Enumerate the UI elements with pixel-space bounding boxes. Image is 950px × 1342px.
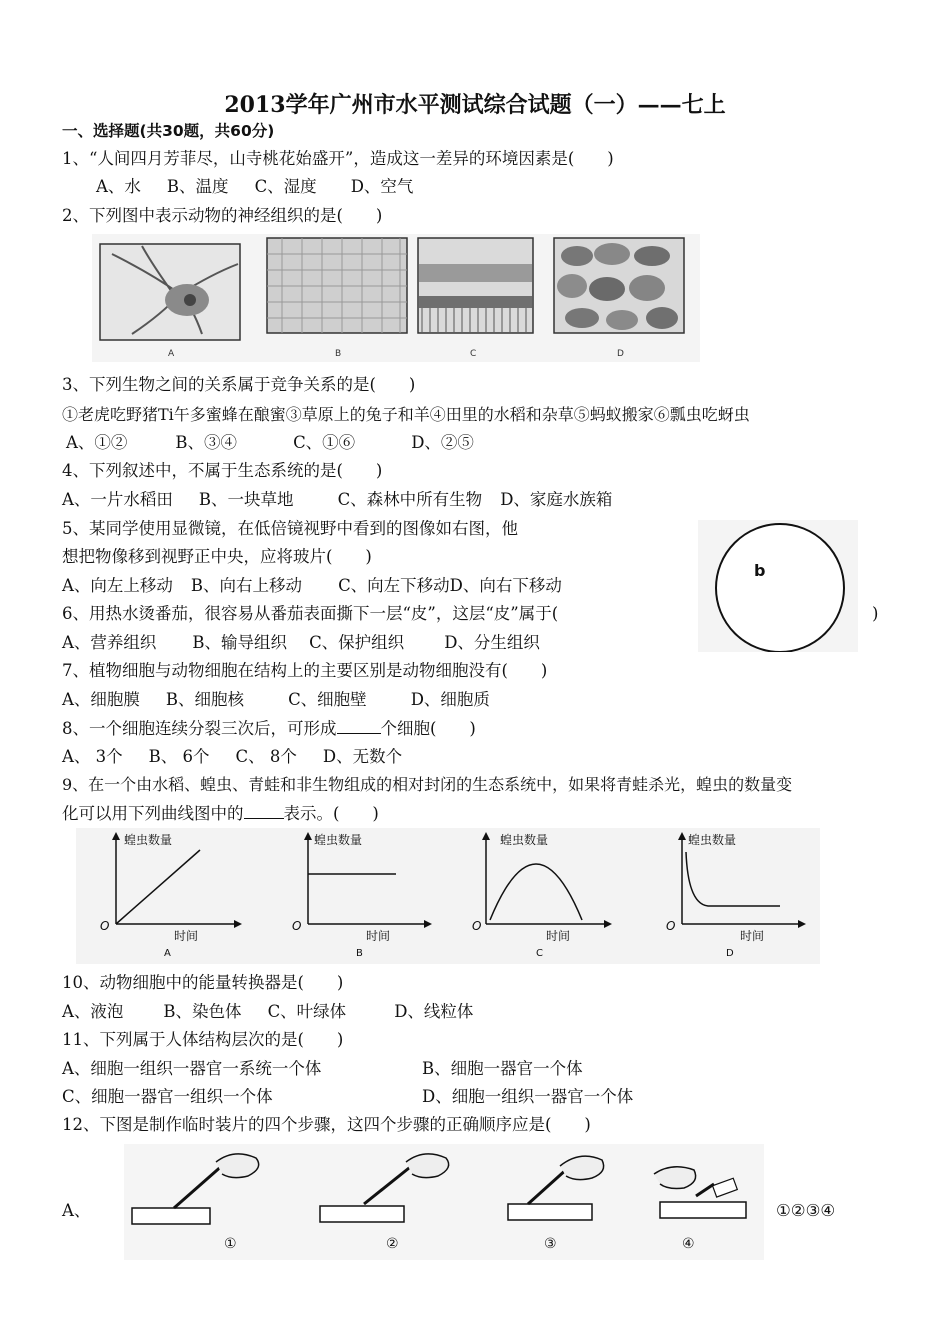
step-2-image[interactable] [320, 1154, 449, 1222]
q1-stem: 1、“人间四月芳菲尽，山寺桃花始盛开”，造成这一差异的环境因素是( ) [62, 149, 614, 168]
step-1-image[interactable] [132, 1154, 259, 1224]
q1-options [96, 176, 439, 198]
q12-option-a[interactable]: A、 [62, 1201, 91, 1220]
q3-option-d[interactable]: D、②⑤ [411, 433, 474, 452]
q3-option-a[interactable]: A、①② [66, 433, 128, 452]
graph-a-curve [116, 850, 200, 924]
graph-b-ylabel: 蝗虫数量 [314, 833, 363, 847]
q11-stem: 11、下列属于人体结构层次的是( ) [62, 1030, 344, 1049]
graph-d-origin: O [666, 919, 676, 933]
q9-stem-part2: 表示。( ) [283, 804, 379, 823]
graph-d-curve [686, 852, 780, 906]
field-letter: b [754, 561, 766, 580]
q10-option-b[interactable]: B、染色体 [163, 1002, 242, 1021]
q6-options [62, 632, 566, 654]
q8-stem-part1: 8、一个细胞连续分裂三次后，可形成 [62, 719, 337, 738]
tissue-a-image[interactable] [100, 244, 240, 340]
q7-options [62, 689, 516, 711]
q5-option-a[interactable]: A、向左上移动 [62, 576, 173, 595]
q3-option-c[interactable]: C、①⑥ [293, 433, 356, 452]
q7-option-b[interactable]: B、细胞核 [165, 690, 245, 709]
graph-d-label: D [726, 948, 734, 959]
q4-option-a[interactable]: A、一片水稻田 [62, 490, 173, 509]
q1-option-b[interactable]: B、温度 [166, 177, 229, 196]
q6-option-d[interactable]: D、分生组织 [444, 633, 540, 652]
q11-option-c[interactable]: C、细胞一器官一组织一个体 [62, 1087, 273, 1106]
q1-option-d[interactable]: D、空气 [350, 177, 414, 196]
q5-stem-line1: 5、某同学使用显微镜，在低倍镜视野中看到的图像如右图，他 [62, 519, 518, 538]
tissue-c-image[interactable] [418, 238, 533, 333]
graph-b-label: B [356, 948, 363, 959]
graph-d-xlabel: 时间 [740, 929, 765, 943]
q10-stem: 10、动物细胞中的能量转换器是( ) [62, 973, 344, 992]
q6-stem: 6、用热水烫番茄，很容易从番茄表面撕下一层“皮”，这层“皮”属于( [62, 604, 559, 623]
q6-option-c[interactable]: C、保护组织 [309, 633, 405, 652]
q1-option-a[interactable]: A、水 [96, 177, 141, 196]
tissue-a-label: A [168, 349, 175, 359]
tissue-b-image[interactable] [267, 238, 407, 333]
q8-stem-part2: 个细胞( ) [380, 719, 476, 738]
graph-a-xlabel: 时间 [174, 929, 199, 943]
tissue-d-image[interactable] [554, 238, 684, 333]
graph-a-origin: O [100, 919, 110, 933]
step-3-label: ③ [544, 1236, 557, 1252]
graph-c-origin: O [472, 919, 482, 933]
q3-items: ①老虎吃野猪Ti午多蜜蜂在酿蜜③草原上的兔子和羊④田里的水稻和杂草⑤蚂蚁搬家⑥瓢虫吃蚜虫 [62, 405, 750, 424]
graph-b-origin: O [292, 919, 302, 933]
q5-stem-line2: 想把物像移到视野正中央，应将玻片( ) [62, 547, 372, 566]
q7-option-c[interactable]: C、细胞壁 [288, 690, 367, 709]
q5-options [62, 575, 588, 597]
step-4-label: ④ [682, 1236, 695, 1252]
step-4-image[interactable] [654, 1167, 746, 1218]
q7-option-d[interactable]: D、细胞质 [410, 690, 490, 709]
q6-option-b[interactable]: B、输导组织 [192, 633, 288, 652]
q8-option-b[interactable]: B、 6个 [148, 747, 210, 766]
q11-option-b[interactable]: B、细胞一器官一个体 [422, 1059, 583, 1078]
graph-c-curve [490, 864, 582, 920]
q6-option-a[interactable]: A、营养组织 [62, 633, 157, 652]
q8-blank[interactable] [337, 717, 381, 734]
graph-c-ylabel: 蝗虫数量 [500, 833, 549, 847]
graph-c-label: C [536, 948, 543, 959]
graph-b-xlabel: 时间 [366, 929, 391, 943]
graph-a-label: A [164, 948, 171, 959]
q11-option-d[interactable]: D、细胞一组织一器官一个体 [422, 1087, 634, 1106]
tissue-b-label: B [335, 349, 342, 359]
q3-options [66, 432, 500, 454]
q4-stem: 4、下列叙述中，不属于生态系统的是( ) [62, 461, 383, 480]
q8-option-c[interactable]: C、 8个 [235, 747, 297, 766]
q10-options [62, 1001, 499, 1023]
q1-option-c[interactable]: C、湿度 [254, 177, 317, 196]
microscope-field-figure [698, 520, 858, 652]
q10-option-c[interactable]: C、叶绿体 [267, 1002, 347, 1021]
q4-option-b[interactable]: B、一块草地 [198, 490, 294, 509]
q8-stem [62, 717, 476, 740]
q7-stem: 7、植物细胞与动物细胞在结构上的主要区别是动物细胞没有( ) [62, 661, 548, 680]
tissue-figures [92, 234, 700, 362]
q4-options [62, 489, 638, 511]
q12-stem: 12、下图是制作临时装片的四个步骤，这四个步骤的正确顺序应是( ) [62, 1115, 591, 1134]
q8-option-d[interactable]: D、无数个 [322, 747, 403, 766]
q10-option-a[interactable]: A、液泡 [62, 1002, 124, 1021]
q4-option-d[interactable]: D、家庭水族箱 [500, 490, 613, 509]
locust-graphs [76, 828, 820, 964]
q6-close-paren: ) [872, 604, 879, 623]
q5-option-b[interactable]: B、向右上移动 [190, 576, 303, 595]
q4-option-c[interactable]: C、森林中所有生物 [337, 490, 483, 509]
q12-answer-a: ①②③④ [776, 1201, 836, 1220]
q2-stem: 2、下列图中表示动物的神经组织的是( ) [62, 206, 383, 225]
q5-option-cd[interactable]: C、向左下移动D、向右下移动 [338, 576, 562, 595]
tissue-c-label: C [470, 349, 477, 359]
step-2-label: ② [386, 1236, 399, 1252]
q7-option-a[interactable]: A、细胞膜 [62, 690, 140, 709]
q3-option-b[interactable]: B、③④ [175, 433, 238, 452]
section-heading: 一、选择题(共30题，共60分) [62, 122, 275, 140]
step-3-image[interactable] [508, 1156, 604, 1220]
q8-option-a[interactable]: A、 3个 [62, 747, 123, 766]
q3-stem: 3、下列生物之间的关系属于竞争关系的是( ) [62, 375, 416, 394]
q10-option-d[interactable]: D、线粒体 [394, 1002, 474, 1021]
q9-stem-line1: 9、在一个由水稻、蝗虫、青蛙和非生物组成的相对封闭的生态系统中，如果将青蛙杀光，蝗虫的数量变 [62, 775, 793, 794]
page-title: 2013学年广州市水平测试综合试题（一）——七上 [224, 92, 726, 118]
step-1-label: ① [224, 1236, 237, 1252]
tissue-d-label: D [617, 349, 624, 359]
graph-c-xlabel: 时间 [546, 929, 571, 943]
q9-stem-line2 [62, 802, 379, 825]
q8-options [62, 746, 428, 768]
q9-stem-part1: 化可以用下列曲线图中的 [62, 804, 244, 823]
slide-steps-figure [124, 1144, 764, 1260]
graph-d-ylabel: 蝗虫数量 [688, 833, 737, 847]
graph-a-ylabel: 蝗虫数量 [124, 833, 173, 847]
q9-blank[interactable] [244, 802, 284, 819]
q11-option-a[interactable]: A、细胞一组织一器官一系统一个体 [62, 1059, 322, 1078]
